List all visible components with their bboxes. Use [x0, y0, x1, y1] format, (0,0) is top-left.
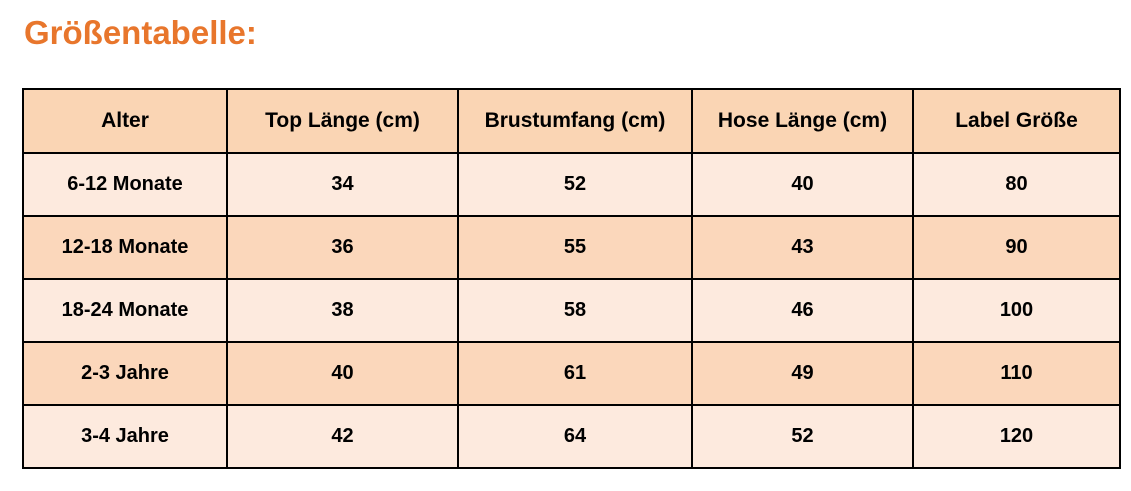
cell-alter: 18-24 Monate [23, 279, 227, 342]
table-row [23, 405, 1120, 468]
column-header-top-laenge: Top Länge (cm) [227, 89, 458, 153]
size-table [22, 88, 1121, 469]
cell-hose-laenge: 52 [692, 405, 913, 468]
column-header-label-groesse: Label Größe [913, 89, 1120, 153]
cell-brustumfang: 58 [458, 279, 692, 342]
cell-alter: 3-4 Jahre [23, 405, 227, 468]
cell-label-groesse: 110 [913, 342, 1120, 405]
cell-top-laenge: 38 [227, 279, 458, 342]
cell-brustumfang: 55 [458, 216, 692, 279]
cell-label-groesse: 100 [913, 279, 1120, 342]
table-row [23, 216, 1120, 279]
cell-label-groesse: 120 [913, 405, 1120, 468]
column-header-hose-laenge: Hose Länge (cm) [692, 89, 913, 153]
cell-hose-laenge: 49 [692, 342, 913, 405]
cell-hose-laenge: 40 [692, 153, 913, 216]
cell-top-laenge: 34 [227, 153, 458, 216]
cell-brustumfang: 64 [458, 405, 692, 468]
cell-top-laenge: 42 [227, 405, 458, 468]
table-row [23, 279, 1120, 342]
cell-label-groesse: 90 [913, 216, 1120, 279]
table-row [23, 153, 1120, 216]
cell-alter: 2-3 Jahre [23, 342, 227, 405]
cell-alter: 12-18 Monate [23, 216, 227, 279]
cell-hose-laenge: 46 [692, 279, 913, 342]
size-table-container [22, 88, 1109, 469]
cell-top-laenge: 40 [227, 342, 458, 405]
page-title: Größentabelle: [24, 14, 257, 51]
cell-alter: 6-12 Monate [23, 153, 227, 216]
cell-label-groesse: 80 [913, 153, 1120, 216]
column-header-alter: Alter [23, 89, 227, 153]
cell-top-laenge: 36 [227, 216, 458, 279]
table-body [23, 153, 1120, 468]
column-header-brustumfang: Brustumfang (cm) [458, 89, 692, 153]
table-header [23, 89, 1120, 153]
cell-brustumfang: 52 [458, 153, 692, 216]
table-header-row [23, 89, 1120, 153]
table-row [23, 342, 1120, 405]
cell-hose-laenge: 43 [692, 216, 913, 279]
cell-brustumfang: 61 [458, 342, 692, 405]
